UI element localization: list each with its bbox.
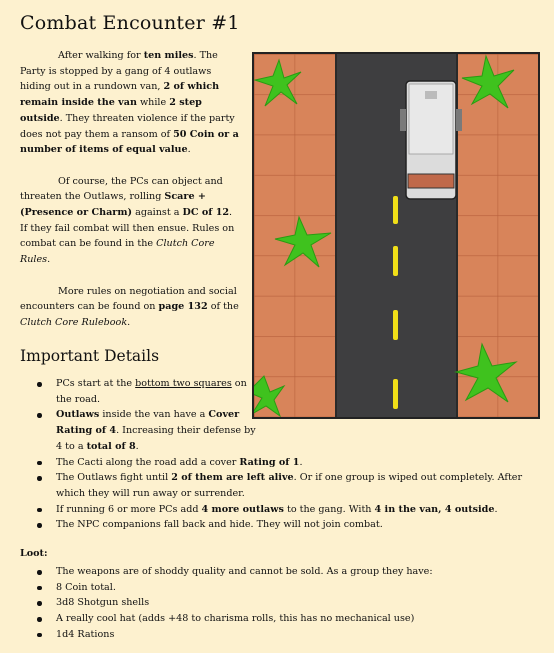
loot-item: A really cool hat (adds +48 to charisma rolls, this has no mechanical use)	[20, 611, 540, 627]
detail-item: The Cacti along the road add a cover Rating of 1.	[20, 455, 540, 471]
intro-paragraph-3: More rules on negotiation and social encounters can be found on page 132 of the Clutch Core Rulebook.	[20, 285, 239, 328]
loot-label: Loot:	[20, 548, 48, 559]
detail-item: The NPC companions fall back and hide. They will not join combat.	[20, 517, 540, 533]
van	[400, 81, 462, 199]
loot-item: The weapons are of shoddy quality and cannot be sold. As a group they have:	[20, 564, 540, 580]
loot-item: 8 Coin total.	[20, 580, 540, 596]
page-title: Combat Encounter #1	[20, 12, 240, 34]
detail-item: If running 6 or more PCs add 4 more outlaws to the gang. With 4 in the van, 4 outside.	[20, 502, 540, 518]
loot-list	[20, 564, 540, 643]
intro-paragraph-1: After walking for ten miles. The Party is stopped by a gang of 4 outlaws hiding out in a rundown van, 2 of which remain inside the van while 2 step outside. They threaten violence if the party does not pay them a ransom of 50 Coin or a number of items of equal value.	[20, 50, 239, 156]
loot-item: 3d8 Shotgun shells	[20, 595, 540, 611]
details-list	[20, 376, 540, 533]
intro-paragraph-2: Of course, the PCs can object and threaten the Outlaws, rolling Scare + (Presence or Charm) against a DC of 12. If they fail combat will then ensue. Rules on combat can be found in the Clutch Core Rules.	[20, 175, 235, 266]
detail-item: Outlaws inside the van have a Cover Rating of 4. Increasing their defense by 4 to a total of 8.	[20, 407, 256, 454]
detail-item: The Outlaws fight until 2 of them are left alive. Or if one group is wiped out completely. After which they will run away or surrender.	[20, 470, 540, 501]
detail-item: PCs start at the bottom two squares on the road.	[20, 376, 256, 407]
important-details-heading: Important Details	[20, 347, 160, 365]
intro-text	[20, 48, 242, 331]
loot-item: 1d4 Rations	[20, 627, 540, 643]
encounter-map	[252, 52, 540, 419]
